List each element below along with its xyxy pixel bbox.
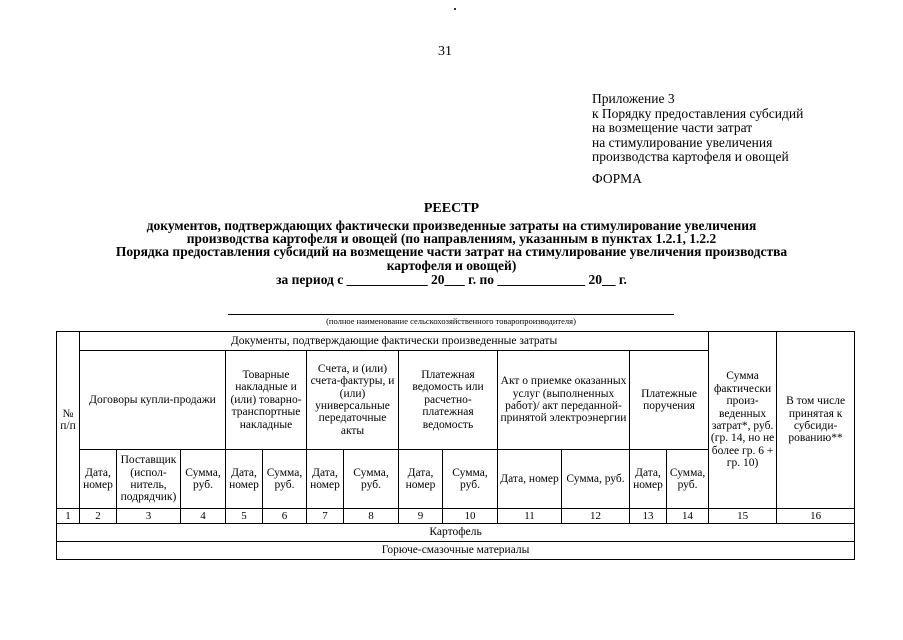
header-supplier: Поставщик (испол-нитель, подрядчик) [117, 450, 181, 509]
header-row-group [57, 332, 855, 351]
header-date-number: Дата, номер [307, 450, 344, 509]
section-row [57, 524, 855, 542]
header-cell-subsidy: В том числе принятая к субсиди-рованию** [777, 332, 855, 509]
org-name-line [228, 314, 674, 315]
subtitle-line: картофеля и овощей) [386, 257, 517, 273]
column-number: 3 [117, 509, 181, 524]
appendix-line: производства картофеля и овощей [592, 149, 789, 165]
column-number: 16 [777, 509, 855, 524]
period-line: за период с ____________ 20___ г. по _____________ 20__ г. [276, 272, 627, 287]
document-title: РЕЕСТР [423, 201, 480, 216]
header-date-number: Дата, номер [498, 450, 562, 509]
subtitle-line: Порядка предоставления субсидий на возмещение части затрат на стимулирование увеличения производства [115, 244, 788, 260]
header-sum: Сумма, руб. [443, 450, 498, 509]
registry-table [56, 331, 855, 560]
header-sum: Сумма, руб. [263, 450, 307, 509]
header-sum: Сумма, руб. [344, 450, 399, 509]
appendix-line: на стимулирование увеличения [592, 134, 773, 150]
header-date-number: Дата, номер [80, 450, 117, 509]
column-number: 8 [344, 509, 399, 524]
document-subtitle [0, 219, 903, 272]
column-number: 13 [630, 509, 667, 524]
appendix-line: на возмещение части затрат [592, 120, 753, 136]
column-number: 15 [709, 509, 777, 524]
section-label-fuel: Горюче-смазочные материалы [57, 542, 855, 560]
header-payment-orders: Платежные поручения [630, 351, 709, 450]
section-row [57, 542, 855, 560]
header-waybills: Товарные накладные и (или) товарно-транспортные накладные [226, 351, 307, 450]
scan-dot [454, 8, 456, 10]
subtitle-line: производства картофеля и овощей (по направлениям, указанным в пунктах 1.2.1, 1.2.2 [186, 231, 717, 247]
form-label: ФОРМА [592, 171, 642, 186]
column-number: 11 [498, 509, 562, 524]
appendix-line: к Порядку предоставления субсидий [592, 105, 804, 121]
appendix-block [592, 92, 803, 165]
org-name-caption: (полное наименование сельскохозяйственного товаропроизводителя) [326, 316, 576, 326]
header-cell-num: № п/п [57, 332, 80, 509]
page-number: 31 [438, 44, 452, 59]
column-number: 5 [226, 509, 263, 524]
column-number: 9 [399, 509, 443, 524]
header-contracts: Договоры купли-продажи [80, 351, 226, 450]
subtitle-line: документов, подтверждающих фактически произведенные затраты на стимулирование увеличения [146, 218, 757, 233]
header-date-number: Дата, номер [630, 450, 667, 509]
column-number: 10 [443, 509, 498, 524]
header-docs-group: Документы, подтверждающие фактически произведенные затраты [80, 332, 709, 351]
section-label-potatoes: Картофель [57, 524, 855, 542]
header-sum: Сумма, руб. [667, 450, 709, 509]
header-sum: Сумма, руб. [562, 450, 630, 509]
column-number: 7 [307, 509, 344, 524]
column-number: 4 [181, 509, 226, 524]
column-number: 2 [80, 509, 117, 524]
header-cell-sum: Сумма фактически произ-веденных затрат*, руб. (гр. 14, но не более гр. 6 + гр. 10) [709, 332, 777, 509]
header-invoices: Счета, и (или) счета-фактуры, и (или) универсальные передаточные акты [307, 351, 399, 450]
header-sum: Сумма, руб. [181, 450, 226, 509]
appendix-line: Приложение 3 [592, 91, 675, 106]
column-number-row [57, 509, 855, 524]
column-number: 1 [57, 509, 80, 524]
column-number: 6 [263, 509, 307, 524]
header-date-number: Дата, номер [399, 450, 443, 509]
header-payroll: Платежная ведомость или расчетно-платежная ведомость [399, 351, 498, 450]
column-number: 14 [667, 509, 709, 524]
header-date-number: Дата, номер [226, 450, 263, 509]
header-acts: Акт о приемке оказанных услуг (выполненных работ)/ акт переданной-принятой электроэнергии [498, 351, 630, 450]
column-number: 12 [562, 509, 630, 524]
